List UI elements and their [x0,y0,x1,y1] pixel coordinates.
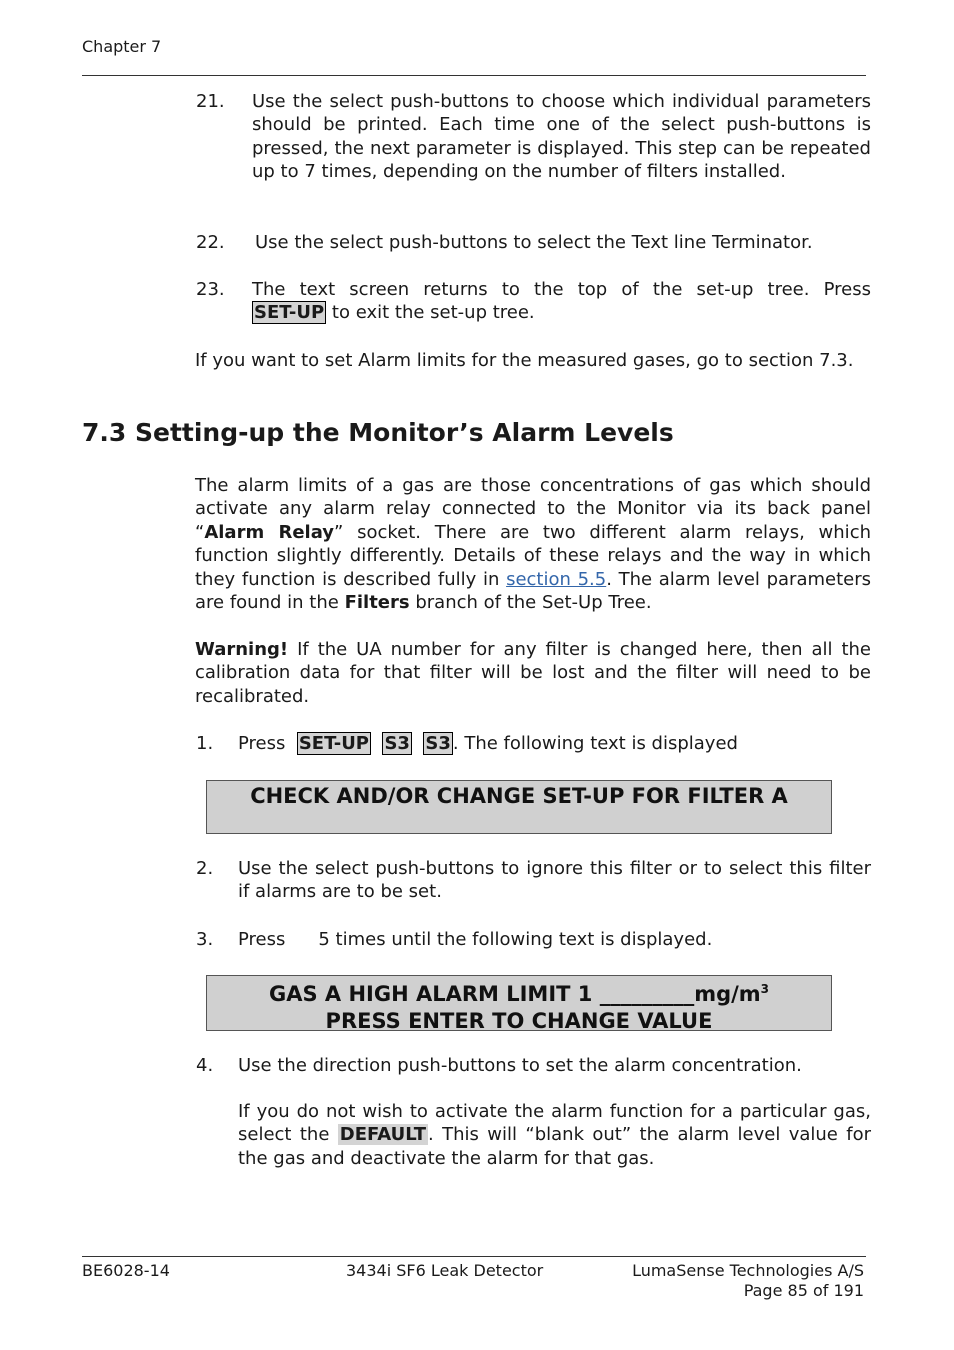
para-text: ” socket. There are two different alarm relays, which function slightly differently. Details of these relays and the way in which they function is described fully in [195,521,871,590]
footer-product: 3434i SF6 Leak Detector [346,1261,544,1280]
step-number: 22. [196,232,225,253]
footer-page: Page 85 of 191 [743,1281,864,1300]
footer-company: LumaSense Technologies A/S [632,1261,864,1280]
section-paragraph [195,474,871,614]
step-text [252,278,871,325]
step-number: 2. [196,858,214,879]
para-text: branch of the Set-Up Tree. [415,592,652,614]
press-label: Press [238,929,286,950]
step-number: 4. [196,1055,214,1076]
default-key: DEFAULT [339,1124,427,1146]
s3-key: S3 [425,733,451,754]
para-text: . The alarm level parameters are found in the [195,568,871,614]
step-text [238,928,871,951]
display-text: CHECK AND/OR CHANGE SET-UP FOR FILTER A [250,784,788,808]
chapter-header: Chapter 7 [82,37,162,56]
step-text-tail: to exit the set-up tree. [331,302,535,324]
s3-key: S3 [384,733,410,754]
footer-doc-id: BE6028-14 [82,1261,170,1280]
section-title: 7.3 Setting-up the Monitor’s Alarm Levels [82,418,674,447]
display-text: GAS A HIGH ALARM LIMIT 1 _________mg/m [268,982,761,1006]
step-number: 23. [196,279,225,300]
note-text: . This will “blank out” the alarm level value for the gas and deactivate the alarm for that gas. [238,1124,871,1169]
alarm-intro: If you want to set Alarm limits for the measured gases, go to section 7.3. [195,350,854,371]
para-text: The alarm limits of a gas are those concentrations of gas which should activate any alarm relay connected to the Monitor via its back panel “ [195,475,871,543]
step-number: 1. [196,733,214,754]
header-rule [82,75,866,76]
press-label: Press [238,733,286,754]
step-text [238,732,871,755]
step-text: Use the select push-buttons to choose which individual parameters should be printed. Each time one of the select push-buttons is pressed, the next parameter is displayed. This step can be repeated up to 7 times, depending on the number of filters installed. [252,91,871,183]
step-text-tail: . The following text is displayed [452,733,738,754]
section-link[interactable]: section 5.5 [506,568,607,590]
warning-paragraph [195,638,871,708]
step-number: 21. [196,91,225,112]
step-text: Use the select push-buttons to ignore this filter or to select this filter if alarms are to be set. [238,858,871,903]
setup-key: SET-UP [298,733,369,754]
step-text-tail: 5 times until the following text is displayed. [318,929,713,950]
footer-rule [82,1256,866,1257]
step-note [238,1100,871,1170]
display-box [206,975,832,1031]
display-line: PRESS ENTER TO CHANGE VALUE [325,1009,713,1033]
filters-bold: Filters [344,592,410,614]
step-number: 3. [196,929,214,950]
note-text: If you do not wish to activate the alarm function for a particular gas, select the [238,1101,871,1146]
step-text-line: The text screen returns to the top of the set-up tree. Press [252,279,871,300]
warning-text: If the UA number for any filter is changed here, then all the calibration data for that filter will be lost and the filter will need to be recalibrated. [195,639,871,707]
setup-key: SET-UP [254,302,325,324]
display-line [207,976,831,1008]
display-box [206,780,832,834]
step-text: Use the select push-buttons to select the Text line Terminator. [255,232,813,253]
alarm-relay-bold: Alarm Relay [204,521,335,543]
step-text: Use the direction push-buttons to set the alarm concentration. [238,1055,802,1076]
display-superscript: 3 [760,982,770,996]
warning-label: Warning! [195,639,289,660]
